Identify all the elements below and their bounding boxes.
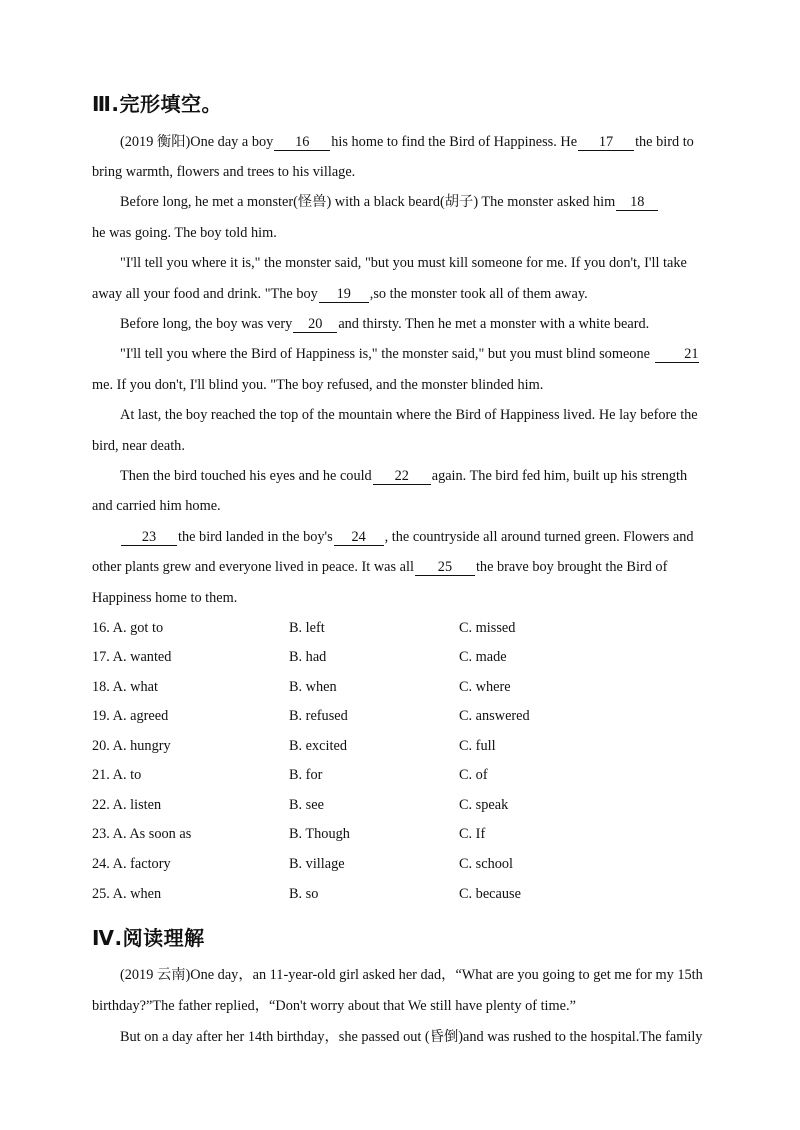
option-a[interactable]: 22. A. listen bbox=[92, 797, 162, 813]
section-title-cloze: Ⅲ.完形填空。 bbox=[92, 92, 223, 116]
option-b[interactable]: B. left bbox=[289, 620, 325, 636]
passage-line: Happiness home to them. bbox=[92, 590, 238, 606]
option-a[interactable]: 18. A. what bbox=[92, 679, 158, 695]
passage-line: me. If you don't, I'll blind you. "The boy refused, and the monster blinded him. bbox=[92, 377, 544, 393]
option-c[interactable]: C. of bbox=[459, 767, 488, 783]
option-b[interactable]: B. Though bbox=[289, 826, 350, 842]
passage-line: away all your food and drink. "The boy 19 ,so the monster took all of them away. bbox=[92, 286, 588, 302]
option-b[interactable]: B. when bbox=[289, 679, 337, 695]
option-b[interactable]: B. refused bbox=[289, 708, 348, 724]
option-c[interactable]: C. answered bbox=[459, 708, 530, 724]
option-b[interactable]: B. village bbox=[289, 856, 345, 872]
option-b[interactable]: B. excited bbox=[289, 738, 347, 754]
passage-line: Then the bird touched his eyes and he could 22 again. The bird fed him, built up his strength bbox=[120, 468, 688, 484]
option-b[interactable]: B. so bbox=[289, 886, 319, 902]
option-a[interactable]: 17. A. wanted bbox=[92, 649, 172, 665]
option-c[interactable]: C. because bbox=[459, 886, 521, 902]
passage-line: At last, the boy reached the top of the mountain where the Bird of Happiness lived. He lay before the bbox=[120, 407, 698, 423]
option-c[interactable]: C. full bbox=[459, 738, 496, 754]
option-a[interactable]: 20. A. hungry bbox=[92, 738, 171, 754]
option-b[interactable]: B. for bbox=[289, 767, 323, 783]
passage-line: and carried him home. bbox=[92, 498, 221, 514]
option-c[interactable]: C. missed bbox=[459, 620, 516, 636]
passage-line: birthday?”The father replied，“Don't worry about that We still have plenty of time.” bbox=[92, 998, 576, 1014]
option-c[interactable]: C. speak bbox=[459, 797, 509, 813]
option-a[interactable]: 23. A. As soon as bbox=[92, 826, 192, 842]
blank-18[interactable]: 18 bbox=[616, 195, 658, 211]
option-a[interactable]: 25. A. when bbox=[92, 886, 162, 902]
option-c[interactable]: C. made bbox=[459, 649, 507, 665]
passage-line: other plants grew and everyone lived in peace. It was all 25 the brave boy brought the Bird of bbox=[92, 559, 668, 575]
option-b[interactable]: B. had bbox=[289, 649, 327, 665]
passage-line: Before long, the boy was very 20 and thirsty. Then he met a monster with a white beard. bbox=[120, 316, 650, 332]
blank-17[interactable]: 17 bbox=[578, 135, 634, 151]
option-b[interactable]: B. see bbox=[289, 797, 324, 813]
option-a[interactable]: 16. A. got to bbox=[92, 620, 164, 636]
passage-line: But on a day after her 14th birthday，she passed out (昏倒)and was rushed to the hospital.The family bbox=[120, 1029, 703, 1045]
blank-24[interactable]: 24 bbox=[334, 530, 384, 546]
option-c[interactable]: C. where bbox=[459, 679, 511, 695]
option-c[interactable]: C. school bbox=[459, 856, 514, 872]
passage-line: "I'll tell you where the Bird of Happiness is," the monster said," but you must blind someone 21 bbox=[120, 346, 699, 362]
option-a[interactable]: 19. A. agreed bbox=[92, 708, 169, 724]
passage-line: "I'll tell you where it is," the monster said, "but you must kill someone for me. If you don't, I'll take bbox=[120, 255, 687, 271]
option-a[interactable]: 24. A. factory bbox=[92, 856, 171, 872]
passage-line: he was going. The boy told him. bbox=[92, 225, 277, 241]
passage-line: 23 the bird landed in the boy's 24 , the countryside all around turned green. Flowers and bbox=[120, 528, 708, 546]
passage-line: (2019 衡阳)One day a boy 16 his home to find the Bird of Happiness. He 17 the bird to bbox=[120, 134, 694, 150]
section-title-reading: Ⅳ.阅读理解 bbox=[92, 926, 205, 950]
option-a[interactable]: 21. A. to bbox=[92, 767, 142, 783]
blank-25[interactable]: 25 bbox=[415, 560, 475, 576]
passage-line: (2019 云南)One day，an 11-year-old girl asked her dad，“What are you going to get me for my 15th bbox=[120, 967, 703, 983]
blank-16[interactable]: 16 bbox=[274, 135, 330, 151]
blank-22[interactable]: 22 bbox=[373, 469, 431, 485]
blank-21[interactable]: 21 bbox=[655, 347, 699, 363]
blank-20[interactable]: 20 bbox=[293, 317, 337, 333]
blank-23[interactable]: 23 bbox=[121, 530, 177, 546]
option-c[interactable]: C. If bbox=[459, 826, 486, 842]
passage-line: bird, near death. bbox=[92, 438, 185, 454]
blank-19[interactable]: 19 bbox=[319, 287, 369, 303]
passage-line: bring warmth, flowers and trees to his village. bbox=[92, 164, 356, 180]
passage-line: Before long, he met a monster(怪兽) with a black beard(胡子) The monster asked him 18 bbox=[120, 193, 708, 211]
